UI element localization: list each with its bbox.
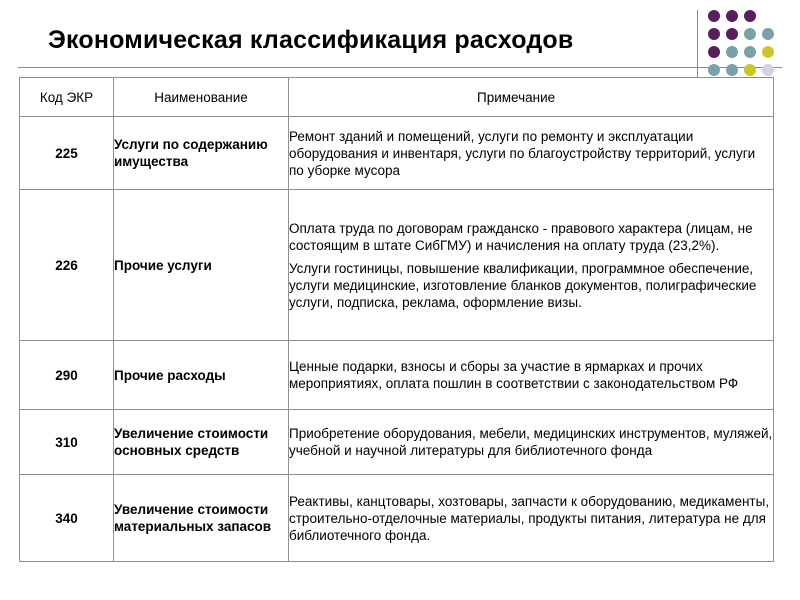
decorative-dot bbox=[708, 28, 720, 40]
note-paragraph: Ремонт зданий и помещений, услуги по ремонту и эксплуатации оборудования и инвентаря, услуги по благоустройству территорий, услуги по уборке мусора bbox=[289, 128, 756, 178]
slide-title: Экономическая классификация расходов bbox=[48, 26, 574, 54]
decorative-dot bbox=[708, 64, 720, 76]
decorative-dot bbox=[744, 28, 756, 40]
decorative-dot bbox=[708, 46, 720, 58]
header-code: Код ЭКР bbox=[20, 78, 114, 117]
row-code: 225 bbox=[20, 117, 114, 190]
decorative-horizontal-line bbox=[18, 67, 782, 68]
row-name: Прочие расходы bbox=[114, 341, 289, 410]
decorative-dot bbox=[762, 46, 774, 58]
decorative-dot bbox=[726, 46, 738, 58]
decorative-dot bbox=[762, 28, 774, 40]
note-paragraph: Реактивы, канцтовары, хозтовары, запчасти к оборудованию, медикаменты, строительно-отделочные материалы, продукты питания, литература не для библиотечного фонда. bbox=[289, 493, 770, 543]
decorative-dot bbox=[726, 28, 738, 40]
decorative-dot bbox=[726, 10, 738, 22]
decorative-dot bbox=[708, 10, 720, 22]
row-note bbox=[289, 410, 774, 475]
decorative-dot bbox=[744, 46, 756, 58]
expense-classification-table bbox=[19, 77, 774, 562]
table-header-row bbox=[20, 78, 774, 117]
note-paragraph: Оплата труда по договорам гражданско - правового характера (лицам, не состоящим в штате СибГМУ) и начисления на оплату труда (23,2%). bbox=[289, 220, 753, 253]
note-paragraph: Услуги гостиницы, повышение квалификации, программное обеспечение, услуги медицинские, изготовление бланков документов, полиграфические услуги, подписка, реклама, оформление визы. bbox=[289, 260, 757, 310]
row-code: 290 bbox=[20, 341, 114, 410]
decorative-dot bbox=[762, 64, 774, 76]
table-row bbox=[20, 117, 774, 190]
row-note bbox=[289, 117, 774, 190]
header-name: Наименование bbox=[114, 78, 289, 117]
row-name: Услуги по содержанию имущества bbox=[114, 117, 289, 190]
row-name: Прочие услуги bbox=[114, 190, 289, 341]
row-code: 226 bbox=[20, 190, 114, 341]
row-note bbox=[289, 190, 774, 341]
row-name: Увеличение стоимости материальных запасов bbox=[114, 475, 289, 562]
row-code: 310 bbox=[20, 410, 114, 475]
row-name: Увеличение стоимости основных средств bbox=[114, 410, 289, 475]
table-row bbox=[20, 410, 774, 475]
header-note: Примечание bbox=[289, 78, 774, 117]
table-row bbox=[20, 190, 774, 341]
table-row bbox=[20, 341, 774, 410]
decorative-dot bbox=[744, 64, 756, 76]
row-note bbox=[289, 475, 774, 562]
note-paragraph: Приобретение оборудования, мебели, медицинских инструментов, муляжей, учебной и научной литературы для библиотечного фонда bbox=[289, 426, 773, 458]
row-code: 340 bbox=[20, 475, 114, 562]
decorative-dot bbox=[744, 10, 756, 22]
decorative-dot bbox=[726, 64, 738, 76]
table-row bbox=[20, 475, 774, 562]
note-paragraph: Ценные подарки, взносы и сборы за участие в ярмарках и прочих мероприятиях, оплата пошлин в соответствии с законодательством РФ bbox=[289, 359, 739, 391]
row-note bbox=[289, 341, 774, 410]
